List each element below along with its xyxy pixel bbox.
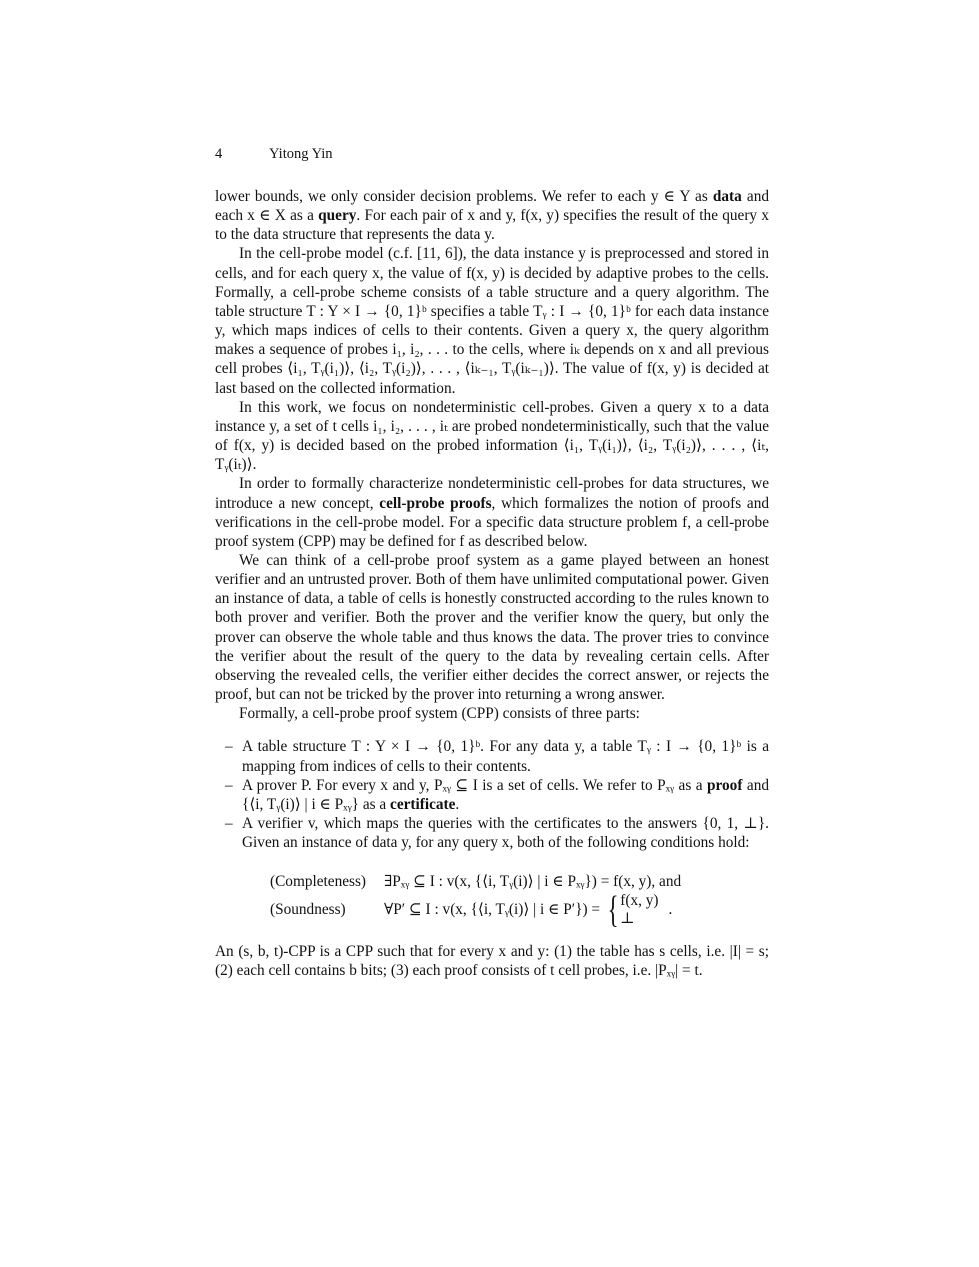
- paragraph-cell-probe-proofs: [215, 474, 769, 551]
- text-run: lower bounds, we only consider decision problems. We refer to each y ∈ Y as: [215, 188, 713, 205]
- completeness-label: (Completeness): [270, 873, 367, 891]
- term-cell-probe-proofs: cell-probe proofs: [379, 494, 492, 512]
- term-certificate: certificate: [390, 795, 456, 813]
- left-brace: {: [607, 889, 619, 932]
- formula-period: .: [668, 901, 673, 919]
- text-run: and each x ∈ X as a: [215, 188, 769, 225]
- list-item-text: A table structure T : Y × I → {0, 1}ᵇ. For any data y, a table Tᵧ : I → {0, 1}ᵇ is a mapping from indices of cells to their contents.: [242, 738, 769, 775]
- soundness-condition: [270, 889, 769, 932]
- soundness-formula: ∀P′ ⊆ I : v(x, {⟨i, Tᵧ(i)⟩ | i ∈ P′}) =: [384, 901, 600, 919]
- term-data: data: [712, 188, 742, 205]
- case-fxy: f(x, y): [620, 892, 659, 910]
- paragraph-cell-probe-model: In the cell-probe model (c.f. [11, 6]), the data instance y is preprocessed and stored in cells, and for each query x, the value of f(x, y) is decided by adaptive probes to the cells. Formally, a cell-probe scheme consists of a table structure and a query algorithm. The table structure T : Y × I → {0, 1}ᵇ specifies a table Tᵧ : I → {0, 1}ᵇ for each data instance y, which maps indices of cells to their contents. Given a query x, the query algorithm makes a sequence of probes i₁, i₂, . . . to the cells, where iₖ depends on x and all previous cell probes ⟨i₁, Tᵧ(i₁)⟩, ⟨i₂, Tᵧ(i₂)⟩, . . . , ⟨iₖ₋₁, Tᵧ(iₖ₋₁)⟩. The value of f(x, y) is decided at last based on the collected information.: [215, 245, 769, 397]
- text-run: In order to formally characterize nondeterministic cell-probes for data structures, we introduce a new concept,: [215, 475, 769, 512]
- cases-list: [620, 892, 658, 928]
- list-item-table-structure: [215, 737, 769, 775]
- completeness-condition: [270, 868, 769, 896]
- running-header: [215, 146, 333, 163]
- paragraph-decision-problems: [215, 187, 769, 244]
- page-number: 4: [215, 146, 223, 162]
- conditions-block: [270, 868, 769, 932]
- list-item-prover: [215, 776, 769, 814]
- completeness-formula: ∃Pₓᵧ ⊆ I : v(x, {⟨i, Tᵧ(i)⟩ | i ∈ Pₓᵧ}) = f(x, y), and: [384, 873, 682, 891]
- term-proof: proof: [707, 776, 743, 794]
- text-run: .: [455, 795, 460, 813]
- case-bottom: ⊥: [620, 910, 635, 928]
- text-run: , which formalizes the notion of proofs and verifications in the cell-probe model. For a specific data structure problem f, a cell-probe proof system (CPP) may be defined for f as described below.: [215, 494, 770, 550]
- list-dash: –: [225, 815, 233, 832]
- list-item-text: A verifier v, which maps the queries with the certificates to the answers {0, 1, ⊥}. Given an instance of data y, for any query x, both of the following conditions hold:: [242, 815, 769, 852]
- cases-group: [604, 889, 673, 932]
- list-item-verifier: [215, 814, 769, 852]
- paragraph-three-parts: Formally, a cell-probe proof system (CPP) consists of three parts:: [239, 705, 640, 723]
- term-query: query: [318, 207, 357, 225]
- paragraph-sbt-cpp: An (s, b, t)-CPP is a CPP such that for every x and y: (1) the table has s cells, i.e. |I| = s; (2) each cell contains b bits; (3) each proof consists of t cell probes, i.e. |Pₓᵧ| = t.: [215, 943, 769, 980]
- page-body: [215, 187, 769, 981]
- soundness-label: (Soundness): [270, 901, 346, 919]
- text-run: A prover P. For every x and y, Pₓᵧ ⊆ I is a set of cells. We refer to Pₓᵧ as a: [242, 776, 708, 794]
- text-run: . For each pair of x and y, f(x, y) specifies the result of the query x to the data structure that represents the data y.: [215, 207, 769, 244]
- paragraph-nondeterministic: In this work, we focus on nondeterministic cell-probes. Given a query x to a data instance y, a set of t cells i₁, i₂, . . . , iₜ are probed nondeterministically, such that the value of f(x, y) is decided based on the probed information ⟨i₁, Tᵧ(i₁)⟩, ⟨i₂, Tᵧ(i₂)⟩, . . . , ⟨iₜ, Tᵧ(iₜ)⟩.: [215, 398, 769, 474]
- paragraph-game: We can think of a cell-probe proof system as a game played between an honest verifier and an untrusted prover. Both of them have unlimited computational power. Given an instance of data, a table of cells is honestly constructed according to the rules known to both prover and verifier. Both the prover and the verifier know the query, but only the prover can observe the whole table and thus knows the data. The prover tries to convince the verifier about the result of the query to the data by revealing certain cells. After observing the revealed cells, the verifier either decides the correct answer, or rejects the proof, but can not be tricked by the prover into returning a wrong answer.: [215, 551, 769, 704]
- cpp-parts-list: [215, 737, 769, 852]
- list-dash: –: [225, 776, 233, 794]
- running-head-author: Yitong Yin: [269, 146, 333, 162]
- text-run: and {⟨i, Tᵧ(i)⟩ | i ∈ Pₓᵧ} as a: [242, 776, 769, 813]
- list-dash: –: [225, 738, 233, 756]
